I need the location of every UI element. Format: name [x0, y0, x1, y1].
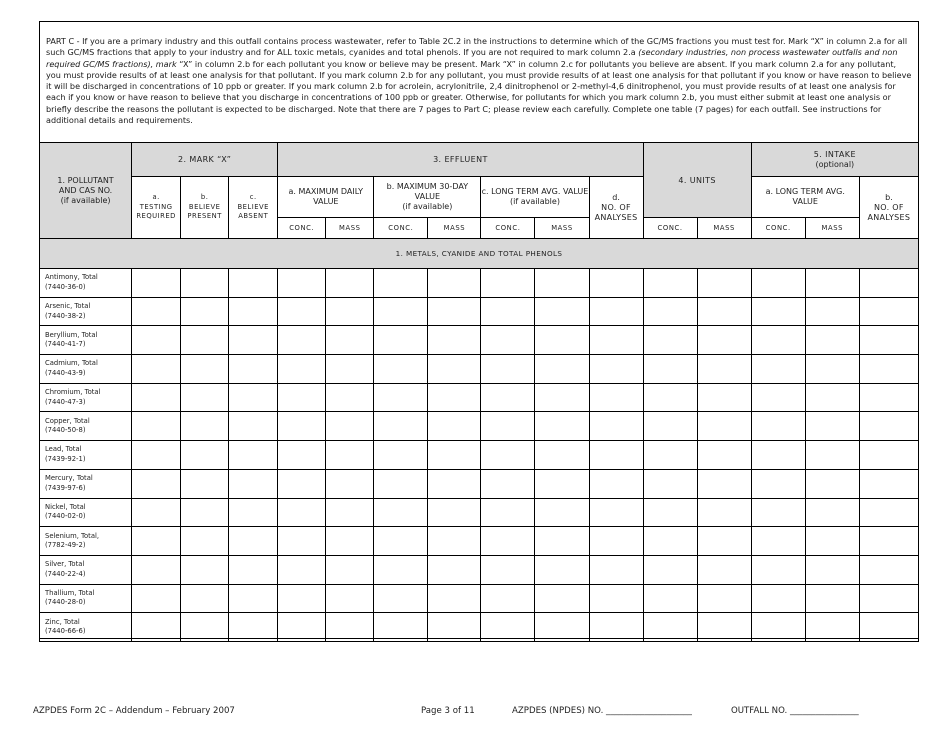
- entry-cell[interactable]: [326, 383, 374, 412]
- units-mass-header: MASS: [697, 218, 751, 239]
- entry-cell[interactable]: [374, 613, 428, 642]
- entry-cell[interactable]: [278, 584, 326, 613]
- entry-cell[interactable]: [589, 383, 643, 412]
- entry-cell[interactable]: [229, 555, 278, 584]
- entry-cell[interactable]: [132, 555, 181, 584]
- pollutant-name: Copper, Total: [45, 416, 90, 425]
- entry-cell[interactable]: [589, 527, 643, 556]
- entry-cell[interactable]: [859, 613, 918, 642]
- entry-cell[interactable]: [643, 269, 697, 298]
- entry-cell[interactable]: [229, 498, 278, 527]
- instructions: [40, 22, 918, 142]
- entry-cell[interactable]: [643, 297, 697, 326]
- entry-cell[interactable]: [428, 584, 481, 613]
- entry-cell[interactable]: [428, 555, 481, 584]
- entry-cell[interactable]: [859, 469, 918, 498]
- entry-cell[interactable]: [805, 527, 859, 556]
- effluent-header: 3. EFFLUENT: [278, 143, 643, 177]
- pollutant-cas: (7440-36-0): [45, 282, 86, 291]
- pollutant-name-cell: [40, 584, 132, 613]
- entry-cell[interactable]: [132, 383, 181, 412]
- pollutant-header: 1. POLLUTANT AND CAS NO. (if available): [40, 143, 132, 239]
- entry-cell[interactable]: [181, 412, 229, 441]
- entry-cell[interactable]: [181, 584, 229, 613]
- table-row: [40, 269, 919, 298]
- entry-cell[interactable]: [326, 555, 374, 584]
- pollutant-cas: (7782-49-2): [45, 541, 86, 550]
- entry-cell[interactable]: [643, 326, 697, 355]
- entry-cell[interactable]: [805, 498, 859, 527]
- table-row: [40, 469, 919, 498]
- entry-cell[interactable]: [643, 383, 697, 412]
- entry-cell[interactable]: [326, 412, 374, 441]
- table-row: [40, 441, 919, 470]
- entry-cell[interactable]: [229, 269, 278, 298]
- entry-cell[interactable]: [481, 498, 535, 527]
- entry-cell[interactable]: [278, 412, 326, 441]
- pollutant-rows: [40, 269, 919, 642]
- max-daily-header: a. MAXIMUM DAILY VALUE: [278, 177, 374, 218]
- entry-cell[interactable]: [181, 555, 229, 584]
- table-row: [40, 555, 919, 584]
- footer-outfall-number: OUTFALL NO. ________________: [731, 706, 859, 716]
- pollutant-cas: (7440-28-0): [45, 598, 86, 607]
- entry-cell[interactable]: [481, 383, 535, 412]
- entry-cell[interactable]: [859, 527, 918, 556]
- pollutant-cas: (7440-38-2): [45, 311, 86, 320]
- entry-cell[interactable]: [428, 469, 481, 498]
- entry-cell[interactable]: [859, 498, 918, 527]
- pollutant-name: Selenium, Total,: [45, 531, 100, 540]
- entry-cell[interactable]: [481, 355, 535, 384]
- pollutant-name: Nickel, Total: [45, 502, 86, 511]
- entry-cell[interactable]: [428, 355, 481, 384]
- entry-cell[interactable]: [229, 584, 278, 613]
- pollutant-name-cell: [40, 269, 132, 298]
- entry-cell[interactable]: [643, 527, 697, 556]
- entry-cell[interactable]: [535, 355, 589, 384]
- entry-cell[interactable]: [535, 441, 589, 470]
- entry-cell[interactable]: [697, 297, 751, 326]
- entry-cell[interactable]: [535, 412, 589, 441]
- entry-cell[interactable]: [326, 584, 374, 613]
- table-row: [40, 498, 919, 527]
- entry-cell[interactable]: [859, 355, 918, 384]
- entry-cell[interactable]: [643, 584, 697, 613]
- entry-cell[interactable]: [481, 412, 535, 441]
- pollutant-name: Beryllium, Total: [45, 330, 98, 339]
- long-term-avg-header: c. LONG TERM AVG. VALUE (if available): [481, 177, 589, 218]
- entry-cell[interactable]: [132, 584, 181, 613]
- entry-cell[interactable]: [278, 269, 326, 298]
- entry-cell[interactable]: [751, 441, 805, 470]
- entry-cell[interactable]: [181, 297, 229, 326]
- entry-cell[interactable]: [181, 269, 229, 298]
- entry-cell[interactable]: [643, 469, 697, 498]
- entry-cell[interactable]: [181, 383, 229, 412]
- pollutant-name: Antimony, Total: [45, 273, 98, 282]
- entry-cell[interactable]: [428, 527, 481, 556]
- pollutant-name: Zinc, Total: [45, 617, 80, 626]
- entry-cell[interactable]: [132, 613, 181, 642]
- entry-cell[interactable]: [132, 498, 181, 527]
- pollutant-name-cell: [40, 441, 132, 470]
- pollutant-cas: (7440-50-8): [45, 426, 86, 435]
- entry-cell[interactable]: [805, 613, 859, 642]
- entry-cell[interactable]: [374, 355, 428, 384]
- entry-cell[interactable]: [181, 441, 229, 470]
- entry-cell[interactable]: [751, 584, 805, 613]
- max-daily-mass-header: MASS: [326, 218, 374, 239]
- pollutant-cas: (7440-47-3): [45, 397, 86, 406]
- instructions-text: PART C - If you are a primary industry and this outfall contains process wastewater, refer to Table 2C.2 in the instructions to determine which of the GC/MS fractions you must test for. Mark “X” in column 2.a for all such GC/MS fractions that apply to your industry and for ALL toxic metals, cyanides and total phenols. If you are not required to mark column 2.a (secondary industries, non process wastewater outfalls and non required GC/MS fractions), mark “X” in column 2.b for each pollutant you know or believe may be present. Mark “X” in column 2.c for pollutants you believe are absent. If you mark column 2.a for any pollutant, you must provide results of at least one analysis for that pollutant. If you mark column 2.b for any pollutant, you must provide results of at least one analysis for that pollutant if you know or have reason to believe it will be discharged in concentrations of 10 ppb or greater. If you mark column 2.b for acrolein, acrylonitrile, 2,4 dinitrophenol or 2-methyl-4,6 dinitrophenol, you must provide results of at least one analysis for each if you know or have reason to believe that you discharge in concentrations of 100 ppb or greater. Otherwise, for pollutants for which you mark column 2.b, you must either submit at least one analysis or briefly describe the reasons the pollutant is expected to be discharged. Note that there are 7 pages to Part C; please review each carefully. Complete one table (7 pages) for each outfall. See instructions for additional details and requirements.: [46, 36, 912, 126]
- entry-cell[interactable]: [751, 355, 805, 384]
- entry-cell[interactable]: [229, 355, 278, 384]
- pollutant-name-cell: [40, 527, 132, 556]
- entry-cell[interactable]: [278, 297, 326, 326]
- entry-cell[interactable]: [697, 383, 751, 412]
- entry-cell[interactable]: [751, 527, 805, 556]
- entry-cell[interactable]: [589, 498, 643, 527]
- entry-cell[interactable]: [229, 383, 278, 412]
- entry-cell[interactable]: [751, 555, 805, 584]
- section-title: 1. METALS, CYANIDE AND TOTAL PHENOLS: [40, 239, 919, 269]
- max-30-mass-header: MASS: [428, 218, 481, 239]
- entry-cell[interactable]: [326, 326, 374, 355]
- entry-cell[interactable]: [805, 441, 859, 470]
- entry-cell[interactable]: [326, 469, 374, 498]
- entry-cell[interactable]: [278, 613, 326, 642]
- entry-cell[interactable]: [589, 269, 643, 298]
- entry-cell[interactable]: [535, 469, 589, 498]
- intake-header: 5. INTAKE (optional): [751, 143, 918, 177]
- entry-cell[interactable]: [805, 412, 859, 441]
- entry-cell[interactable]: [229, 469, 278, 498]
- entry-cell[interactable]: [229, 441, 278, 470]
- entry-cell[interactable]: [535, 269, 589, 298]
- table-row: [40, 326, 919, 355]
- testing-required-header: a. TESTING REQUIRED: [132, 177, 181, 239]
- entry-cell[interactable]: [481, 441, 535, 470]
- entry-cell[interactable]: [697, 584, 751, 613]
- entry-cell[interactable]: [643, 441, 697, 470]
- pollutant-cas: (7439-97-6): [45, 483, 86, 492]
- units-header: 4. UNITS: [643, 143, 751, 218]
- intake-analyses-header: b. NO. OF ANALYSES: [859, 177, 918, 239]
- entry-cell[interactable]: [181, 613, 229, 642]
- entry-cell[interactable]: [859, 584, 918, 613]
- entry-cell[interactable]: [374, 383, 428, 412]
- pollutant-name-cell: [40, 555, 132, 584]
- entry-cell[interactable]: [181, 469, 229, 498]
- pollutant-cas: (7440-41-7): [45, 340, 86, 349]
- believe-present-header: b. BELIEVE PRESENT: [181, 177, 229, 239]
- entry-cell[interactable]: [278, 527, 326, 556]
- entry-cell[interactable]: [751, 412, 805, 441]
- entry-cell[interactable]: [697, 412, 751, 441]
- entry-cell[interactable]: [589, 555, 643, 584]
- entry-cell[interactable]: [697, 269, 751, 298]
- entry-cell[interactable]: [697, 469, 751, 498]
- entry-cell[interactable]: [805, 269, 859, 298]
- entry-cell[interactable]: [181, 355, 229, 384]
- entry-cell[interactable]: [751, 613, 805, 642]
- pollutant-table: [39, 142, 919, 642]
- entry-cell[interactable]: [428, 613, 481, 642]
- pollutant-cas: (7440-22-4): [45, 569, 86, 578]
- pollutant-cas: (7440-66-6): [45, 627, 86, 636]
- entry-cell[interactable]: [374, 269, 428, 298]
- entry-cell[interactable]: [535, 326, 589, 355]
- table-row: [40, 613, 919, 642]
- intake-conc-header: CONC.: [751, 218, 805, 239]
- entry-cell[interactable]: [481, 613, 535, 642]
- intake-mass-header: MASS: [805, 218, 859, 239]
- entry-cell[interactable]: [589, 326, 643, 355]
- entry-cell[interactable]: [481, 527, 535, 556]
- entry-cell[interactable]: [859, 297, 918, 326]
- entry-cell[interactable]: [374, 527, 428, 556]
- entry-cell[interactable]: [374, 412, 428, 441]
- entry-cell[interactable]: [181, 498, 229, 527]
- entry-cell[interactable]: [181, 326, 229, 355]
- entry-cell[interactable]: [535, 584, 589, 613]
- entry-cell[interactable]: [132, 441, 181, 470]
- entry-cell[interactable]: [278, 498, 326, 527]
- pollutant-name: Lead, Total: [45, 445, 82, 454]
- entry-cell[interactable]: [278, 555, 326, 584]
- entry-cell[interactable]: [481, 584, 535, 613]
- entry-cell[interactable]: [589, 297, 643, 326]
- pollutant-name: Arsenic, Total: [45, 302, 91, 311]
- entry-cell[interactable]: [697, 498, 751, 527]
- entry-cell[interactable]: [132, 326, 181, 355]
- entry-cell[interactable]: [428, 269, 481, 298]
- entry-cell[interactable]: [697, 613, 751, 642]
- entry-cell[interactable]: [535, 498, 589, 527]
- entry-cell[interactable]: [374, 297, 428, 326]
- entry-cell[interactable]: [278, 326, 326, 355]
- entry-cell[interactable]: [643, 355, 697, 384]
- entry-cell[interactable]: [229, 527, 278, 556]
- max-30-conc-header: CONC.: [374, 218, 428, 239]
- entry-cell[interactable]: [859, 441, 918, 470]
- pollutant-name-cell: [40, 383, 132, 412]
- entry-cell[interactable]: [132, 527, 181, 556]
- entry-cell[interactable]: [535, 555, 589, 584]
- entry-cell[interactable]: [428, 412, 481, 441]
- entry-cell[interactable]: [589, 441, 643, 470]
- entry-cell[interactable]: [589, 584, 643, 613]
- entry-cell[interactable]: [859, 326, 918, 355]
- table-row: [40, 412, 919, 441]
- entry-cell[interactable]: [326, 527, 374, 556]
- entry-cell[interactable]: [132, 355, 181, 384]
- entry-cell[interactable]: [278, 469, 326, 498]
- entry-cell[interactable]: [374, 555, 428, 584]
- entry-cell[interactable]: [229, 613, 278, 642]
- entry-cell[interactable]: [481, 297, 535, 326]
- entry-cell[interactable]: [751, 297, 805, 326]
- table-row: [40, 297, 919, 326]
- entry-cell[interactable]: [589, 412, 643, 441]
- entry-cell[interactable]: [428, 326, 481, 355]
- entry-cell[interactable]: [697, 527, 751, 556]
- entry-cell[interactable]: [535, 383, 589, 412]
- entry-cell[interactable]: [535, 297, 589, 326]
- pollutant-name: Chromium, Total: [45, 388, 101, 397]
- entry-cell[interactable]: [428, 441, 481, 470]
- entry-cell[interactable]: [428, 498, 481, 527]
- units-conc-header: CONC.: [643, 218, 697, 239]
- entry-cell[interactable]: [374, 498, 428, 527]
- entry-cell[interactable]: [132, 297, 181, 326]
- entry-cell[interactable]: [326, 613, 374, 642]
- pollutant-cas: (7439-92-1): [45, 454, 86, 463]
- intake-long-term-header: a. LONG TERM AVG. VALUE: [751, 177, 859, 218]
- table-row: [40, 383, 919, 412]
- entry-cell[interactable]: [278, 355, 326, 384]
- footer-page-number: Page 3 of 11: [421, 706, 475, 716]
- entry-cell[interactable]: [132, 469, 181, 498]
- entry-cell[interactable]: [589, 613, 643, 642]
- entry-cell[interactable]: [859, 412, 918, 441]
- table-row: [40, 584, 919, 613]
- entry-cell[interactable]: [326, 498, 374, 527]
- entry-cell[interactable]: [132, 412, 181, 441]
- pollutant-name-cell: [40, 469, 132, 498]
- entry-cell[interactable]: [132, 269, 181, 298]
- entry-cell[interactable]: [589, 355, 643, 384]
- long-term-conc-header: CONC.: [481, 218, 535, 239]
- entry-cell[interactable]: [181, 527, 229, 556]
- entry-cell[interactable]: [697, 441, 751, 470]
- form-part-c: [39, 21, 919, 639]
- pollutant-name-cell: [40, 613, 132, 642]
- entry-cell[interactable]: [374, 441, 428, 470]
- entry-cell[interactable]: [805, 555, 859, 584]
- entry-cell[interactable]: [697, 355, 751, 384]
- entry-cell[interactable]: [326, 355, 374, 384]
- entry-cell[interactable]: [481, 269, 535, 298]
- entry-cell[interactable]: [805, 326, 859, 355]
- pollutant-name: Mercury, Total: [45, 474, 93, 483]
- entry-cell[interactable]: [805, 469, 859, 498]
- pollutant-name: Silver, Total: [45, 560, 85, 569]
- entry-cell[interactable]: [229, 326, 278, 355]
- entry-cell[interactable]: [374, 584, 428, 613]
- footer-form-id: AZPDES Form 2C – Addendum – February 2007: [33, 706, 235, 716]
- pollutant-cas: (7440-43-9): [45, 368, 86, 377]
- mark-x-header: 2. MARK “X”: [132, 143, 278, 177]
- table-row: [40, 355, 919, 384]
- pollutant-name-cell: [40, 326, 132, 355]
- pollutant-name-cell: [40, 498, 132, 527]
- entry-cell[interactable]: [428, 383, 481, 412]
- pollutant-name-cell: [40, 297, 132, 326]
- pollutant-name-cell: [40, 412, 132, 441]
- entry-cell[interactable]: [535, 613, 589, 642]
- entry-cell[interactable]: [278, 383, 326, 412]
- entry-cell[interactable]: [229, 297, 278, 326]
- entry-cell[interactable]: [643, 555, 697, 584]
- entry-cell[interactable]: [751, 469, 805, 498]
- entry-cell[interactable]: [643, 498, 697, 527]
- entry-cell[interactable]: [481, 326, 535, 355]
- entry-cell[interactable]: [805, 297, 859, 326]
- entry-cell[interactable]: [859, 555, 918, 584]
- pollutant-cas: (7440-02-0): [45, 512, 86, 521]
- entry-cell[interactable]: [326, 441, 374, 470]
- entry-cell[interactable]: [278, 441, 326, 470]
- entry-cell[interactable]: [697, 326, 751, 355]
- entry-cell[interactable]: [805, 383, 859, 412]
- pollutant-name: Thallium, Total: [45, 588, 95, 597]
- table-row: [40, 527, 919, 556]
- entry-cell[interactable]: [697, 555, 751, 584]
- entry-cell[interactable]: [535, 527, 589, 556]
- entry-cell[interactable]: [326, 269, 374, 298]
- entry-cell[interactable]: [589, 469, 643, 498]
- entry-cell[interactable]: [859, 269, 918, 298]
- entry-cell[interactable]: [805, 355, 859, 384]
- pollutant-name: Cadmium, Total: [45, 359, 98, 368]
- footer-permit-number: AZPDES (NPDES) NO. ____________________: [512, 706, 692, 716]
- max-daily-conc-header: CONC.: [278, 218, 326, 239]
- long-term-mass-header: MASS: [535, 218, 589, 239]
- entry-cell[interactable]: [481, 555, 535, 584]
- believe-absent-header: c. BELIEVE ABSENT: [229, 177, 278, 239]
- entry-cell[interactable]: [374, 326, 428, 355]
- entry-cell[interactable]: [643, 412, 697, 441]
- no-of-analyses-header: d. NO. OF ANALYSES: [589, 177, 643, 239]
- entry-cell[interactable]: [428, 297, 481, 326]
- entry-cell[interactable]: [326, 297, 374, 326]
- entry-cell[interactable]: [374, 469, 428, 498]
- pollutant-name-cell: [40, 355, 132, 384]
- entry-cell[interactable]: [805, 584, 859, 613]
- entry-cell[interactable]: [751, 269, 805, 298]
- max-30-day-header: b. MAXIMUM 30-DAY VALUE (if available): [374, 177, 481, 218]
- entry-cell[interactable]: [643, 613, 697, 642]
- entry-cell[interactable]: [751, 383, 805, 412]
- entry-cell[interactable]: [481, 469, 535, 498]
- entry-cell[interactable]: [229, 412, 278, 441]
- entry-cell[interactable]: [751, 498, 805, 527]
- entry-cell[interactable]: [859, 383, 918, 412]
- entry-cell[interactable]: [751, 326, 805, 355]
